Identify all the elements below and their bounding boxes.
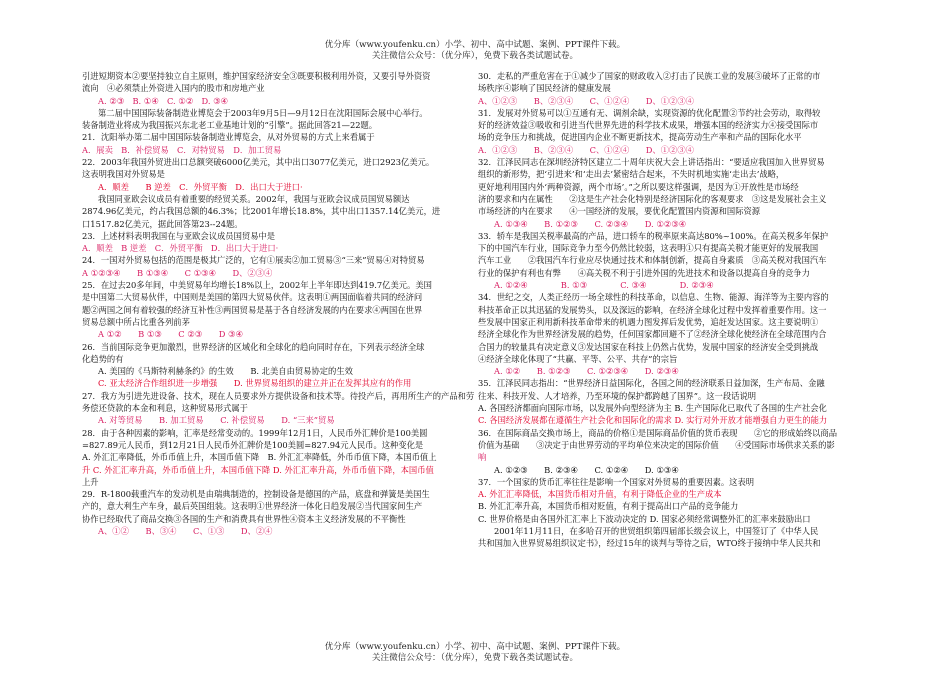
left-text-line: 21．沈阳举办第二届中国国际装备制造业博览会，从对外贸易的方式上来看属于 xyxy=(82,132,375,143)
right-text-line: 价值为基础 ③决定于由世界劳动的平均单位来决定的国际价值 ④受国际市场供求关系的影 xyxy=(478,439,835,450)
left-text-line: 29．R-1800载重汽车的发动机是由瑞典制造的，控制设备是德国的产品，底盘和弹簧是美国生 xyxy=(82,489,430,500)
right-text-line: 场秩序④影响了国民经济的健康发展 xyxy=(478,83,611,94)
right-text-line: A、①②③ B、②③④ C、①②④ D、①②③④ xyxy=(478,95,694,106)
right-text-line: A. ①②④ B. ①③ C. ③④ D. ②③④ xyxy=(494,280,714,291)
right-text-line: C. 世界价格是由各国外汇汇率上下波动决定的 D. 国家必须经常调整外汇的汇率来鼓励出口 xyxy=(478,513,811,524)
left-text-line: A. 美国的《马斯特利赫条约》的生效 B. 北美自由贸易协定的生效 xyxy=(98,366,353,377)
left-text-line: A．顺差 B 逆差 C．外贸平衡 D．出口大于进口· xyxy=(82,243,279,254)
right-text-line: 合国力的较量具有决定意义③发达国家在科技上仍然占优势，发展中国家的经济安全受到挑战 xyxy=(478,341,819,352)
right-text-line: A. 各国经济都面向国际市场，以发展外向型经济为主 B. 生产国际化已取代了各国的生产社会化 xyxy=(478,403,827,414)
left-text-line: A. 外汇汇率降低，外币币值上升，本国币值下降 B. 外汇汇率降低，外币币值下降，本国币值上 xyxy=(82,452,437,463)
left-text-line: A．展卖 B．补偿贸易 C．对特贸易 D．加工贸易 xyxy=(82,144,282,155)
left-text-line: A. ②③ B. ①④ C. ①② D. ③④ xyxy=(98,95,228,106)
right-text-line: A. ①② B. ①②③ C. ①②③④ D. ②③④ xyxy=(494,366,679,377)
left-text-line: 口1517.82亿美元，据此回答第23--24题。 xyxy=(82,218,243,229)
right-text-line: 33．轿车是我国关税率最高的产品，进口轿车的税率原来高达80%~100%。在高关税多年保护 xyxy=(478,230,829,241)
right-text-line: 市场经济的内在要求 ④一国经济的发展，要优化配置国内资源和国际资源 xyxy=(478,206,761,217)
right-text-line: 好的经济效益③吸收和引进当代世界先进的科学技术成果，增强本国的经济实力④接受国际市 xyxy=(478,120,819,131)
left-text-line: 2874.96亿美元，约占我国总额的46.3%；比2001年增长18.8%，其中出口1357.14亿美元，进 xyxy=(82,206,441,217)
left-text-line: A、①② B、③④ C、①③ D、②④ xyxy=(98,525,273,536)
right-text-line: 些发展中国家正利用新科技革命带来的机遇力图发挥后发优势，追赶发达国家。这主要说明① xyxy=(478,316,819,327)
left-text-line: 装备制造业将成为我国振兴东北老工业基地计划的“引擎”。据此回答21—22题。 xyxy=(82,120,378,131)
left-text-line: A．顺差 B 逆差 C．外贸平衡 D．出口大于进口· xyxy=(98,181,303,192)
right-text-line: 2001年11月11日，在多哈召开的世贸组织第四届部长级会议上，中国签订了《中华人民 xyxy=(494,525,819,536)
page-footer xyxy=(0,642,950,664)
right-column xyxy=(478,70,888,550)
left-column xyxy=(82,70,490,537)
left-text-line: 28．由于各种因素的影响，汇率是经常变动的。1999年12月1日，人民币外汇牌价是100美圆 xyxy=(82,427,428,438)
left-text-line: C. 亚太经济合作组织进一步增强 D. 世界贸易组织的建立并正在发挥其应有的作用 xyxy=(98,378,412,389)
left-text-line: 升 C. 外汇汇率升高，外币币值上升，本国币值下降 D. 外汇汇率升高，外币币值下降，本国币值 xyxy=(82,464,434,475)
left-text-line: A. 对等贸易 B. 加工贸易 C. 补偿贸易 D. “三来”贸易 xyxy=(98,415,335,426)
right-text-line: 往来、科技开发、人才培养，乃至环境的保护都跨越了国界”。这一段话说明 xyxy=(478,390,757,401)
right-text-line: 济的要求和内在属性 ②这是生产社会化特别是经济国际化的客观要求 ③这是发展社会主义 xyxy=(478,193,827,204)
right-text-line: ④经济全球化体现了“共赢、平等、公平、共存”的宗旨 xyxy=(478,353,678,364)
right-text-line: 共和国加入世界贸易组织议定书》，经过15年的谈判与等待之后，WTO终于接纳中华人民共和 xyxy=(478,538,821,549)
left-text-line: 24．一国对外贸易包括的范围是极其广泛的，它有①展卖②加工贸易③“三来”贸易④对特贸易 xyxy=(82,255,425,266)
right-text-line: 科技革命正以其迅猛的发展势头，以及深远的影响，在经济全球化过程中发挥着重要作用。这一 xyxy=(478,304,827,315)
left-text-line: 25．在过去20多年间，中美贸易年均增长18%以上，2002年上半年即达到419.7亿美元。美国 xyxy=(82,280,432,291)
left-text-line: 26．当前国际竞争更加激烈，世界经济的区域化和全球化的趋向同时存在，下列表示经济全球 xyxy=(82,341,425,352)
right-text-line: 更好地利用国内外‘两种资源，两个市场’。”之所以要这样强调，是因为①开放性是市场经 xyxy=(478,181,799,192)
left-text-line: 贸易总额中所占比重各列前茅 xyxy=(82,316,190,327)
right-text-line: 经济全球化作为世界经济发展的趋势，任何国家都回避不了②经济全球化使经济在全球范围内合 xyxy=(478,329,827,340)
right-text-line: 下的中国汽车行业，国际竞争力至今仍然比较弱，这表明①只有提高关税才能更好的发展我国 xyxy=(478,243,819,254)
left-text-line: A ①② B ①③ C ②③ D ③④ xyxy=(98,329,243,340)
header-line-2: 关注微信公众号：（优分库），免费下载各类试题试卷。 xyxy=(371,51,579,61)
right-text-line: 37．一个国家的货币汇率往往是影响一个国家对外贸易的重要因素。这表明 xyxy=(478,476,755,487)
right-text-line: 31．发展对外贸易可以①互通有无、调剂余缺，实现资源的优化配置②节约社会劳动，取得较 xyxy=(478,107,821,118)
right-text-line: A. ①③④ B. ①②③ C. ②③④ D. ①②③④ xyxy=(494,218,687,229)
right-text-line: 响 xyxy=(478,452,487,463)
left-text-line: 化趋势的有 xyxy=(82,353,124,364)
left-text-line: 23．上述材料表明我国在与亚欧会议成员国贸易中是 xyxy=(82,230,276,241)
left-text-line: 我国同亚欧会议成员有着重要的经贸关系。2002年，我国与亚欧会议成员国贸易额达 xyxy=(98,193,410,204)
right-text-line: 场的竞争压力和挑战，促进国内企业不断更新技术，提高劳动生产率和产品的国际化水平 xyxy=(478,132,802,143)
left-text-line: 引进短期资本②要坚持独立自主原则，维护国家经济安全③既要积极利用外资，又要引导外资资 xyxy=(82,71,431,81)
footer-line-2: 关注微信公众号：（优分库），免费下载各类试题试卷。 xyxy=(371,653,579,663)
left-text-line: 这表明我国对外贸易是 xyxy=(82,169,165,180)
page-header xyxy=(0,40,950,62)
footer-line-1: 优分库（www.youfenku.cn）小学、初中、高中试题、案例、PPT课件下载。 xyxy=(324,642,626,652)
right-text-line: A. ①②③ B. ②③④ C. ①②④ D. ①③④ xyxy=(494,464,679,475)
right-text-line: 30．走私的严重危害在于①减少了国家的财政收入②打击了民族工业的发展③破坏了正常的市 xyxy=(478,71,821,81)
left-text-line: 流向 ④必须禁止外资进入国内的股市和房地产业 xyxy=(82,83,265,94)
left-text-line: 协作已经取代了商品交换③各国的生产和消费具有世界性④资本主义经济发展的不平衡性 xyxy=(82,513,406,524)
left-text-line: 第二届中国国际装备制造业博览会于2003年9月5日—9月12日在沈阳国际会展中心举行。 xyxy=(98,107,428,118)
left-text-line: A ①②③④ B ①③④ C ①③④ D、②③④ xyxy=(82,267,273,278)
left-text-line: 上升 xyxy=(82,476,99,487)
right-text-line: B. 外汇汇率升高，本国货币相对贬值，有利于提高出口产品的竞争能力 xyxy=(478,501,739,512)
left-text-line: 22．2003年我国外贸进出口总额突破6000亿美元，其中出口3077亿美元，进口2923亿美元。 xyxy=(82,157,435,168)
left-text-line: 务偿还贷款的本金和利息，这种贸易形式属于 xyxy=(82,403,248,414)
right-text-line: 行业的保护有利也有弊 ④高关税不利于引进外国的先进技术和设备以提高自身的竞争力 xyxy=(478,267,810,278)
right-text-line: 汽车工业 ②我国汽车行业应尽快通过技术和体制创新，提高自身素质 ③高关税对我国汽车 xyxy=(478,255,827,266)
left-text-line: =827.89元人民币，到12月21日人民币外汇牌价是100美圆=827.94元人民币。这种变化是 xyxy=(82,439,424,450)
right-text-line: A. 外汇汇率降低，本国货币相对升值，有利于降低企业的生产成本 xyxy=(478,489,722,500)
header-line-1: 优分库（www.youfenku.cn）小学、初中、高中试题、案例、PPT课件下载。 xyxy=(324,40,626,50)
left-text-line: 题②两国之间有着较强的经济互补性③两国贸易是基于各自经济发展的内在要求④两国在世界 xyxy=(82,304,423,315)
left-text-line: 产的，意大利生产车身，最后英国组装。这表明①世界经济一体化日趋发展②当代国家间生产 xyxy=(82,501,423,512)
left-text-line: 27．我方为引进先进设备、技术，现在人员要求外方提供设备和技术等。待投产后，再用所生产的产品和劳 xyxy=(82,390,475,401)
right-text-line: A．①②③ B、②③④ C、①②④ D、①②③④ xyxy=(478,144,694,155)
right-text-line: 32．江泽民同志在深圳经济特区建立二十周年庆祝大会上讲话指出：“要适应我国加入世界贸易 xyxy=(478,157,825,168)
left-text-line: 是中国第二大贸易伙伴，中国则是美国的第四大贸易伙伴。这表明①两国面临着共同的经济问 xyxy=(82,292,423,303)
right-text-line: 36．在国际商品交换市场上，商品的价格①是国际商品价值的货币表现 ②它的形成始终以商品 xyxy=(478,427,838,438)
right-text-line: 35．江泽民同志指出：“世界经济日益国际化，各国之间的经济联系日益加深，生产布局、金融 xyxy=(478,378,825,389)
right-text-line: 34．世纪之交，人类正经历一场全球性的科技革命，以信息、生物、能源、海洋等为主要内容的 xyxy=(478,292,829,303)
right-text-line: C. 各国经济发展都在遵循生产社会化和国际化的需求 D. 实行对外开放才能增强自力更生的能力 xyxy=(478,415,828,426)
right-text-line: 组织的新形势，把‘引进来’和‘走出去’紧密结合起来，不失时机地实施‘走出去’战略， xyxy=(478,169,785,180)
